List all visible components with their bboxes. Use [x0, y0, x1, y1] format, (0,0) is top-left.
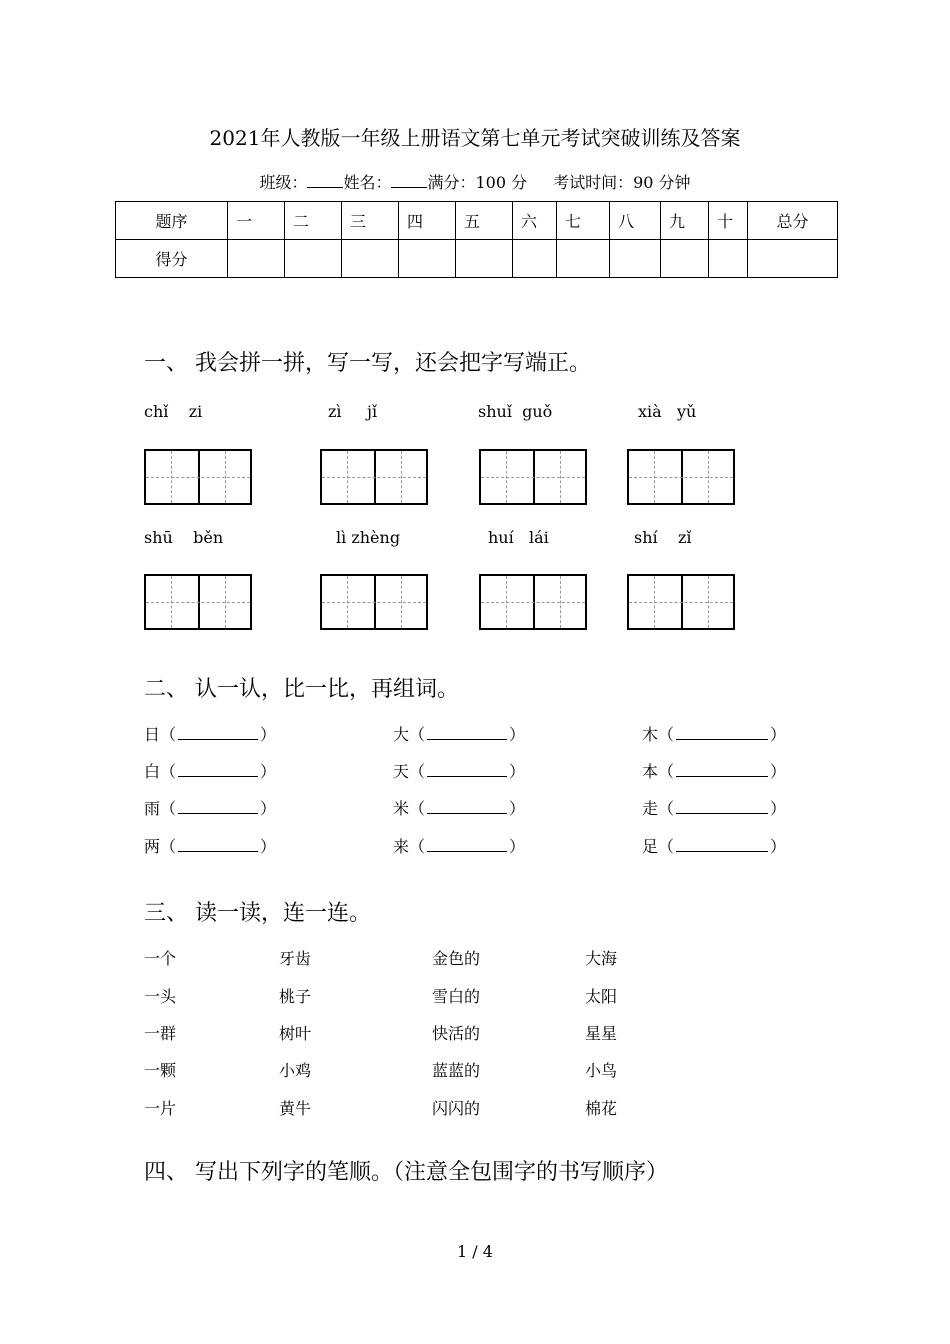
- table-header-cell: 四: [399, 202, 456, 240]
- match-item[interactable]: 棉花: [585, 1099, 618, 1118]
- pinyin-label: xià yǔ: [638, 402, 697, 421]
- score-row-label: 得分: [116, 240, 228, 278]
- match-item[interactable]: 快活的: [432, 1024, 481, 1043]
- match-item[interactable]: 一群: [144, 1024, 177, 1043]
- match-item[interactable]: 太阳: [585, 987, 618, 1006]
- table-header-cell: 总分: [748, 202, 838, 240]
- score-table-header-row: [116, 202, 838, 240]
- match-item[interactable]: 牙齿: [279, 949, 312, 968]
- score-cell[interactable]: [513, 240, 557, 278]
- match-item[interactable]: 树叶: [279, 1024, 312, 1043]
- exam-info-line: [0, 170, 950, 193]
- word-item[interactable]: 两（ ）: [144, 837, 277, 856]
- match-item[interactable]: 小鸡: [279, 1061, 312, 1080]
- table-header-cell: 二: [285, 202, 342, 240]
- score-cell[interactable]: [456, 240, 513, 278]
- class-label: 班级：: [259, 173, 308, 192]
- writing-grid-box[interactable]: [320, 574, 428, 630]
- word-item[interactable]: 本（ ）: [642, 762, 787, 781]
- match-item[interactable]: 一片: [144, 1099, 177, 1118]
- table-header-cell: 六: [513, 202, 557, 240]
- score-cell[interactable]: [709, 240, 748, 278]
- writing-grid-box[interactable]: [320, 449, 428, 505]
- table-header-cell: 五: [456, 202, 513, 240]
- score-cell[interactable]: [610, 240, 661, 278]
- match-item[interactable]: 闪闪的: [432, 1099, 481, 1118]
- pinyin-label: chǐ zi: [144, 402, 203, 421]
- score-cell[interactable]: [228, 240, 285, 278]
- class-blank: [307, 173, 343, 188]
- table-header-cell: 七: [557, 202, 610, 240]
- match-item[interactable]: 一个: [144, 949, 177, 968]
- table-header-cell: 三: [342, 202, 399, 240]
- table-header-cell: 八: [610, 202, 661, 240]
- word-item[interactable]: 来（ ）: [393, 837, 526, 856]
- word-item[interactable]: 木（ ）: [642, 725, 787, 744]
- match-item[interactable]: 桃子: [279, 987, 312, 1006]
- full-score: 满分：100 分: [427, 173, 528, 192]
- writing-grid-box[interactable]: [627, 449, 735, 505]
- pinyin-label: shū běn: [144, 528, 224, 547]
- writing-grid-box[interactable]: [627, 574, 735, 630]
- score-table-score-row: [116, 240, 838, 278]
- match-item[interactable]: 一头: [144, 987, 177, 1006]
- score-cell[interactable]: [748, 240, 838, 278]
- pinyin-label: huí lái: [488, 528, 549, 547]
- pinyin-label: zì jǐ: [328, 402, 378, 421]
- page-number: 1 / 4: [457, 1242, 493, 1261]
- score-cell[interactable]: [661, 240, 709, 278]
- match-item[interactable]: 小鸟: [585, 1061, 618, 1080]
- name-blank: [391, 173, 427, 188]
- table-header-cell: 一: [228, 202, 285, 240]
- section4-heading: 四、 写出下列字的笔顺。（注意全包围字的书写顺序）: [144, 1160, 668, 1185]
- writing-grid-box[interactable]: [144, 449, 252, 505]
- name-label: 姓名：: [343, 173, 392, 192]
- score-cell[interactable]: [342, 240, 399, 278]
- match-item[interactable]: 大海: [585, 949, 618, 968]
- match-item[interactable]: 金色的: [432, 949, 481, 968]
- section2-heading: 二、 认一认，比一比，再组词。: [144, 677, 459, 702]
- word-item[interactable]: 大（ ）: [393, 725, 526, 744]
- word-item[interactable]: 雨（ ）: [144, 799, 277, 818]
- score-cell[interactable]: [399, 240, 456, 278]
- writing-grid-box[interactable]: [144, 574, 252, 630]
- match-item[interactable]: 雪白的: [432, 987, 481, 1006]
- match-item[interactable]: 星星: [585, 1024, 618, 1043]
- score-cell[interactable]: [285, 240, 342, 278]
- match-item[interactable]: 黄牛: [279, 1099, 312, 1118]
- table-header-cell: 十: [709, 202, 748, 240]
- pinyin-label: lì zhèng: [336, 528, 401, 547]
- section1-heading: 一、 我会拼一拼，写一写，还会把字写端正。: [144, 351, 591, 376]
- word-item[interactable]: 走（ ）: [642, 799, 787, 818]
- word-item[interactable]: 米（ ）: [393, 799, 526, 818]
- word-item[interactable]: 足（ ）: [642, 837, 787, 856]
- section3-heading: 三、 读一读，连一连。: [144, 901, 371, 926]
- match-item[interactable]: 蓝蓝的: [432, 1061, 481, 1080]
- match-item[interactable]: 一颗: [144, 1061, 177, 1080]
- writing-grid-box[interactable]: [479, 574, 587, 630]
- score-table: [115, 201, 838, 278]
- table-header-cell: 九: [661, 202, 709, 240]
- document-title: 2021年人教版一年级上册语文第七单元考试突破训练及答案: [209, 126, 741, 150]
- word-item[interactable]: 白（ ）: [144, 762, 277, 781]
- score-cell[interactable]: [557, 240, 610, 278]
- writing-grid-box[interactable]: [479, 449, 587, 505]
- word-item[interactable]: 日（ ）: [144, 725, 277, 744]
- exam-time: 考试时间：90 分钟: [553, 173, 691, 192]
- pinyin-label: shuǐ guǒ: [478, 402, 553, 421]
- table-header-cell: 题序: [116, 202, 228, 240]
- word-item[interactable]: 天（ ）: [393, 762, 526, 781]
- pinyin-label: shí zǐ: [634, 528, 692, 547]
